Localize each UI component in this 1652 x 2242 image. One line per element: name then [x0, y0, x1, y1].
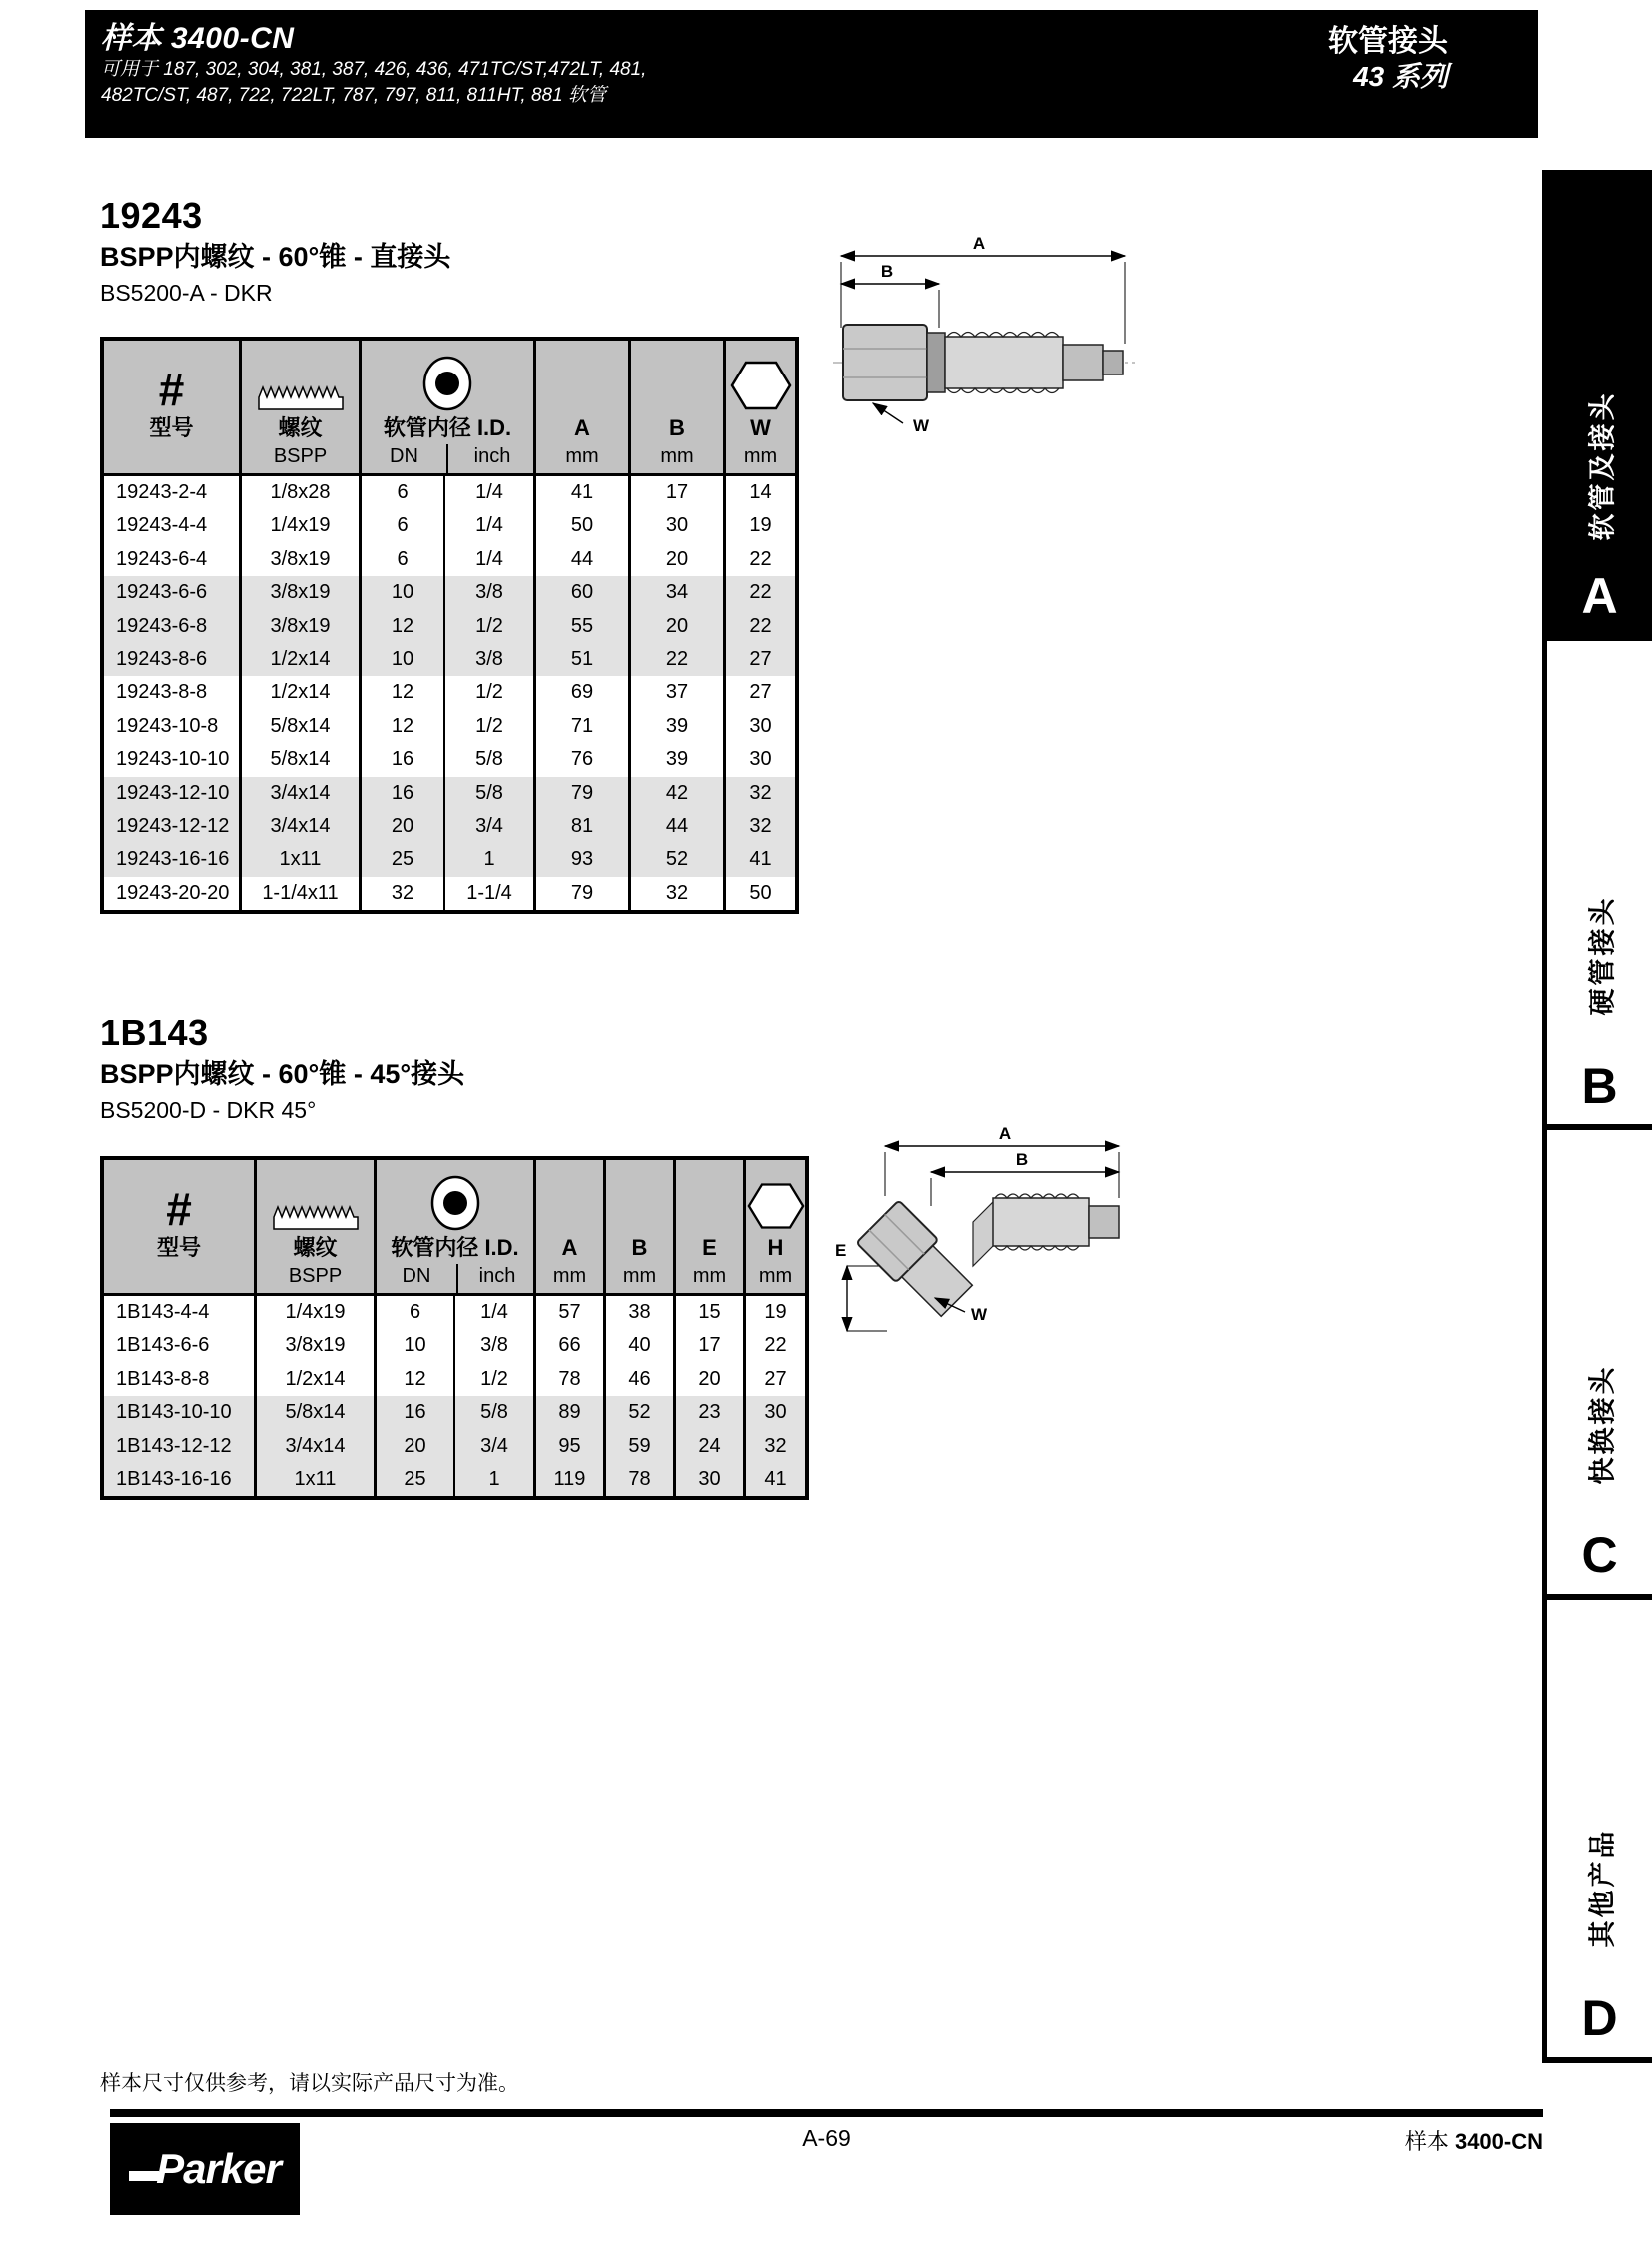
cell-dim-w-mm: 27: [723, 643, 795, 676]
part-number-icon: #: [166, 1183, 192, 1235]
hose-bore-icon: [420, 341, 474, 416]
cell-dim-w-mm: 50: [723, 877, 795, 910]
cell-dim-w-mm: 30: [723, 710, 795, 743]
page-header-bar: [85, 10, 1538, 138]
cell-dim-a-mm: 78: [533, 1363, 603, 1396]
cell-dim-w-mm: 22: [723, 576, 795, 609]
cell-model: 1B143-6-6: [116, 1334, 210, 1357]
dim-label-a: A: [998, 1126, 1012, 1143]
table-row: [104, 476, 795, 509]
cell-dim-b-mm: 38: [603, 1296, 673, 1329]
cell-thread-bspp: 3/8x19: [239, 543, 359, 576]
section-part-number: 19243: [100, 195, 203, 236]
thread-header-label: 螺纹: [293, 1235, 338, 1260]
cell-dim-h-mm: 30: [743, 1396, 805, 1429]
table-row: [104, 810, 795, 843]
dn-sublabel: DN: [390, 445, 418, 467]
dim-h-unit: mm: [758, 1265, 793, 1287]
table-row: [104, 1296, 805, 1329]
model-header-label: 型号: [149, 415, 194, 440]
dn-sublabel: DN: [402, 1265, 431, 1287]
fitting-diagram-straight: [829, 232, 1139, 448]
dim-w-unit: mm: [743, 445, 778, 467]
cell-hose-id-inch: 1: [443, 843, 533, 876]
applicable-hoses-line2: 482TC/ST, 487, 722, 722LT, 787, 797, 811, 811HT, 881 软管: [101, 85, 606, 106]
cell-hose-id-inch: 1/2: [443, 710, 533, 743]
cell-dim-e-mm: 23: [673, 1396, 743, 1429]
cell-hose-id-dn: 16: [374, 1396, 453, 1429]
cell-model: 19243-8-6: [116, 647, 208, 670]
cell-model: 19243-6-8: [116, 614, 208, 637]
header-right: [1328, 10, 1538, 138]
cell-hose-id-inch: 1/4: [453, 1296, 533, 1329]
dim-b-unit: mm: [660, 445, 694, 467]
sidebar-tab-label: 快换接头: [1587, 1364, 1617, 1485]
cell-dim-b-mm: 78: [603, 1463, 673, 1496]
disclaimer-note: 样本尺寸仅供参考，请以实际产品尺寸为准。: [100, 2072, 519, 2095]
cell-dim-a-mm: 89: [533, 1396, 603, 1429]
cell-hose-id-inch: 1/4: [443, 476, 533, 509]
cell-hose-id-dn: 6: [374, 1296, 453, 1329]
cell-dim-w-mm: 41: [723, 843, 795, 876]
hose-bore-icon: [428, 1160, 482, 1236]
cell-dim-h-mm: 32: [743, 1430, 805, 1463]
table-body: [104, 1296, 805, 1496]
cell-thread-bspp: 3/8x19: [239, 610, 359, 643]
dim-label-b: B: [880, 262, 894, 281]
cell-hose-id-dn: 12: [359, 610, 443, 643]
cell-hose-id-dn: 32: [359, 877, 443, 910]
cell-dim-e-mm: 20: [673, 1363, 743, 1396]
cell-hose-id-dn: 25: [359, 843, 443, 876]
inch-sublabel: inch: [456, 1264, 536, 1293]
header-dim-a-column: [533, 1160, 603, 1293]
cell-dim-a-mm: 66: [533, 1329, 603, 1362]
cell-thread-bspp: 5/8x14: [239, 743, 359, 776]
cell-model: 19243-10-8: [116, 714, 219, 737]
dim-label-w: W: [913, 416, 930, 435]
section-19243-heading: [100, 195, 450, 310]
cell-dim-a-mm: 44: [533, 543, 628, 576]
cell-hose-id-inch: 5/8: [453, 1396, 533, 1429]
dim-b-unit: mm: [622, 1265, 657, 1287]
cell-dim-w-mm: 27: [723, 676, 795, 709]
hex-wrench-size-icon: [730, 341, 792, 416]
hose-id-header-label: 软管内径 I.D.: [391, 1235, 519, 1260]
dim-a-label: A: [561, 1235, 578, 1260]
page-category-title: 软管接头: [1328, 25, 1448, 58]
cell-hose-id-inch: 1/4: [443, 543, 533, 576]
header-dim-e-column: [673, 1160, 743, 1293]
cell-thread-bspp: 3/8x19: [254, 1329, 374, 1362]
dim-label-a: A: [972, 234, 986, 253]
sidebar-tab-label: 软管及接头: [1587, 390, 1617, 541]
parker-logo: [110, 2123, 300, 2215]
section-1b143-heading: [100, 1012, 464, 1126]
cell-thread-bspp: 1/2x14: [254, 1363, 374, 1396]
cell-dim-a-mm: 69: [533, 676, 628, 709]
sidebar-tab-other-products: [1542, 1600, 1652, 2063]
table-row: [104, 1363, 805, 1396]
cell-hose-id-inch: 1/2: [443, 676, 533, 709]
cell-dim-b-mm: 20: [628, 543, 723, 576]
cell-hose-id-inch: 1: [453, 1463, 533, 1496]
sidebar-tab-quick-couplings: [1542, 1130, 1652, 1600]
cell-dim-b-mm: 59: [603, 1430, 673, 1463]
header-model-column: [104, 341, 239, 473]
header-dim-h-column: [743, 1160, 805, 1293]
cell-thread-bspp: 1/8x28: [239, 476, 359, 509]
cell-dim-h-mm: 19: [743, 1296, 805, 1329]
section-standard: BS5200-A - DKR: [100, 280, 273, 306]
cell-hose-id-dn: 20: [374, 1430, 453, 1463]
dim-label-e: E: [835, 1241, 847, 1260]
dim-e-unit: mm: [692, 1265, 727, 1287]
dim-b-label: B: [669, 415, 685, 440]
dim-label-w: W: [971, 1305, 988, 1324]
dim-e-label: E: [702, 1235, 717, 1260]
cell-dim-a-mm: 55: [533, 610, 628, 643]
table-row: [104, 576, 795, 609]
cell-thread-bspp: 1-1/4x11: [239, 877, 359, 910]
cell-hose-id-dn: 10: [359, 576, 443, 609]
table-row: [104, 676, 795, 709]
cell-model: 19243-16-16: [116, 848, 230, 871]
cell-dim-b-mm: 44: [628, 810, 723, 843]
header-hose-id-column: [359, 341, 533, 473]
cell-dim-b-mm: 52: [603, 1396, 673, 1429]
dim-a-label: A: [574, 415, 590, 440]
cell-dim-a-mm: 57: [533, 1296, 603, 1329]
cell-hose-id-dn: 20: [359, 810, 443, 843]
thread-standard-label: BSPP: [273, 445, 328, 467]
table-row: [104, 710, 795, 743]
table-row: [104, 1430, 805, 1463]
table-row: [104, 843, 795, 876]
dim-w-label: W: [750, 415, 771, 440]
cell-dim-a-mm: 71: [533, 710, 628, 743]
table-body: [104, 476, 795, 910]
cell-hose-id-inch: 1/2: [443, 610, 533, 643]
cell-hose-id-inch: 3/8: [443, 576, 533, 609]
part-number-icon: #: [158, 364, 185, 415]
cell-dim-a-mm: 51: [533, 643, 628, 676]
fitting-diagram-45deg: [827, 1126, 1127, 1361]
cell-dim-a-mm: 41: [533, 476, 628, 509]
sidebar-tab-letter: A: [1581, 568, 1618, 624]
table-row: [104, 643, 795, 676]
table-row: [104, 1463, 805, 1496]
cell-thread-bspp: 1/4x19: [239, 509, 359, 542]
cell-model: 19243-12-10: [116, 781, 230, 804]
cell-hose-id-inch: 3/8: [443, 643, 533, 676]
cell-thread-bspp: 5/8x14: [239, 710, 359, 743]
header-dim-w-column: [723, 341, 795, 473]
header-dim-b-column: [628, 341, 723, 473]
cell-dim-w-mm: 32: [723, 777, 795, 810]
series-label: 43 系列: [1353, 61, 1448, 92]
cell-thread-bspp: 1x11: [254, 1463, 374, 1496]
cell-dim-a-mm: 81: [533, 810, 628, 843]
cell-dim-b-mm: 30: [628, 509, 723, 542]
model-header-label: 型号: [156, 1235, 201, 1260]
cell-model: 1B143-4-4: [116, 1301, 210, 1323]
page-number: A-69: [802, 2125, 851, 2151]
hose-id-header-label: 软管内径 I.D.: [383, 415, 512, 440]
thread-icon: [256, 341, 346, 416]
parker-logo-dash: [129, 2171, 159, 2181]
cell-hose-id-inch: 5/8: [443, 777, 533, 810]
dim-a-unit: mm: [565, 445, 599, 467]
cell-hose-id-inch: 3/4: [443, 810, 533, 843]
cell-hose-id-dn: 6: [359, 509, 443, 542]
sidebar-tab-label: 硬管接头: [1587, 895, 1617, 1016]
cell-thread-bspp: 5/8x14: [254, 1396, 374, 1429]
cell-hose-id-dn: 16: [359, 777, 443, 810]
table-row: [104, 509, 795, 542]
table-row: [104, 877, 795, 910]
cell-model: 19243-6-4: [116, 547, 208, 570]
cell-thread-bspp: 1/2x14: [239, 643, 359, 676]
cell-dim-a-mm: 50: [533, 509, 628, 542]
cell-dim-b-mm: 40: [603, 1329, 673, 1362]
cell-model: 19243-12-12: [116, 814, 230, 837]
cell-hose-id-dn: 10: [374, 1329, 453, 1362]
cell-dim-w-mm: 30: [723, 743, 795, 776]
table-row: [104, 543, 795, 576]
cell-hose-id-dn: 12: [374, 1363, 453, 1396]
sidebar-tab-letter: B: [1581, 1058, 1618, 1114]
cell-hose-id-inch: 1-1/4: [443, 877, 533, 910]
cell-hose-id-dn: 6: [359, 543, 443, 576]
cell-dim-e-mm: 24: [673, 1430, 743, 1463]
footer-catalog-label: 样本: [1404, 2129, 1455, 2154]
cell-dim-h-mm: 27: [743, 1363, 805, 1396]
cell-dim-b-mm: 32: [628, 877, 723, 910]
table-row: [104, 1396, 805, 1429]
cell-model: 1B143-8-8: [116, 1367, 210, 1390]
table-row: [104, 777, 795, 810]
table-header: [104, 1160, 805, 1296]
header-dim-b-column: [603, 1160, 673, 1293]
cell-thread-bspp: 1/4x19: [254, 1296, 374, 1329]
inch-sublabel: inch: [446, 444, 536, 473]
section-description: BSPP内螺纹 - 60°锥 - 45°接头: [100, 1059, 465, 1089]
cell-dim-a-mm: 60: [533, 576, 628, 609]
cell-dim-w-mm: 32: [723, 810, 795, 843]
sidebar-tab-tube-fittings: [1542, 641, 1652, 1130]
cell-thread-bspp: 3/4x14: [254, 1430, 374, 1463]
cell-dim-e-mm: 30: [673, 1463, 743, 1496]
dim-label-b: B: [1015, 1150, 1029, 1169]
cell-dim-b-mm: 34: [628, 576, 723, 609]
cell-hose-id-inch: 5/8: [443, 743, 533, 776]
cell-model: 19243-4-4: [116, 514, 208, 537]
table-header: [104, 341, 795, 476]
header-model-column: [104, 1160, 254, 1293]
cell-model: 19243-10-10: [116, 748, 230, 771]
sidebar-tab-hose-and-fittings: [1542, 170, 1652, 641]
cell-dim-b-mm: 39: [628, 743, 723, 776]
cell-model: 1B143-16-16: [116, 1467, 232, 1490]
cell-thread-bspp: 3/8x19: [239, 576, 359, 609]
applicable-hoses-line1: 可用于 187, 302, 304, 381, 387, 426, 436, 471TC/ST,472LT, 481,: [101, 59, 647, 80]
header-thread-column: [254, 1160, 374, 1293]
cell-dim-w-mm: 22: [723, 610, 795, 643]
cell-dim-b-mm: 20: [628, 610, 723, 643]
cell-thread-bspp: 3/4x14: [239, 777, 359, 810]
cell-model: 19243-2-4: [116, 481, 208, 503]
cell-dim-b-mm: 17: [628, 476, 723, 509]
cell-dim-a-mm: 79: [533, 777, 628, 810]
dim-h-label: H: [767, 1235, 784, 1260]
cell-model: 19243-6-6: [116, 581, 208, 604]
cell-hose-id-inch: 3/4: [453, 1430, 533, 1463]
table-row: [104, 610, 795, 643]
thread-standard-label: BSPP: [288, 1265, 343, 1287]
spec-table-1b143: [100, 1156, 809, 1500]
cell-hose-id-dn: 10: [359, 643, 443, 676]
cell-dim-b-mm: 42: [628, 777, 723, 810]
cell-dim-h-mm: 22: [743, 1329, 805, 1362]
sidebar-tab-letter: C: [1581, 1527, 1618, 1583]
cell-hose-id-dn: 25: [374, 1463, 453, 1496]
cell-hose-id-dn: 12: [359, 710, 443, 743]
cell-hose-id-dn: 6: [359, 476, 443, 509]
cell-dim-a-mm: 79: [533, 877, 628, 910]
cell-dim-b-mm: 52: [628, 843, 723, 876]
table-row: [104, 743, 795, 776]
thread-header-label: 螺纹: [278, 415, 323, 440]
cell-dim-b-mm: 46: [603, 1363, 673, 1396]
hex-wrench-size-icon: [747, 1160, 805, 1236]
cell-thread-bspp: 1/2x14: [239, 676, 359, 709]
cell-dim-w-mm: 14: [723, 476, 795, 509]
thread-icon: [271, 1160, 361, 1236]
cell-hose-id-inch: 1/4: [443, 509, 533, 542]
cell-hose-id-inch: 1/2: [453, 1363, 533, 1396]
table-row: [104, 1329, 805, 1362]
section-description: BSPP内螺纹 - 60°锥 - 直接头: [100, 242, 451, 272]
cell-dim-b-mm: 22: [628, 643, 723, 676]
section-part-number: 1B143: [100, 1012, 209, 1053]
cell-dim-a-mm: 76: [533, 743, 628, 776]
parker-logo-text: Parker: [156, 2145, 281, 2192]
cell-hose-id-dn: 16: [359, 743, 443, 776]
cell-model: 19243-20-20: [116, 881, 230, 904]
cell-dim-a-mm: 93: [533, 843, 628, 876]
spec-table-19243: [100, 337, 799, 914]
header-dim-a-column: [533, 341, 628, 473]
cell-dim-e-mm: 17: [673, 1329, 743, 1362]
cell-model: 1B143-10-10: [116, 1401, 232, 1424]
cell-dim-b-mm: 39: [628, 710, 723, 743]
cell-dim-w-mm: 22: [723, 543, 795, 576]
dim-b-label: B: [631, 1235, 648, 1260]
dim-a-unit: mm: [552, 1265, 587, 1287]
sidebar-tab-letter: D: [1581, 1990, 1618, 2046]
catalog-title: 样本 3400-CN: [101, 22, 295, 55]
cell-hose-id-inch: 3/8: [453, 1329, 533, 1362]
cell-dim-h-mm: 41: [743, 1463, 805, 1496]
cell-dim-a-mm: 119: [533, 1463, 603, 1496]
footer-divider: [110, 2109, 1543, 2117]
footer-catalog-ref: [1405, 2125, 1543, 2156]
cell-dim-a-mm: 95: [533, 1430, 603, 1463]
cell-thread-bspp: 1x11: [239, 843, 359, 876]
sidebar-tab-label: 其他产品: [1587, 1828, 1617, 1948]
cell-hose-id-dn: 12: [359, 676, 443, 709]
footer-catalog-number: 3400-CN: [1454, 2129, 1543, 2154]
cell-model: 19243-8-8: [116, 681, 208, 704]
header-hose-id-column: [374, 1160, 533, 1293]
header-thread-column: [239, 341, 359, 473]
section-standard: BS5200-D - DKR 45°: [100, 1097, 317, 1122]
cell-dim-e-mm: 15: [673, 1296, 743, 1329]
cell-dim-b-mm: 37: [628, 676, 723, 709]
header-left: [85, 10, 646, 138]
cell-model: 1B143-12-12: [116, 1434, 232, 1457]
cell-thread-bspp: 3/4x14: [239, 810, 359, 843]
cell-dim-w-mm: 19: [723, 509, 795, 542]
